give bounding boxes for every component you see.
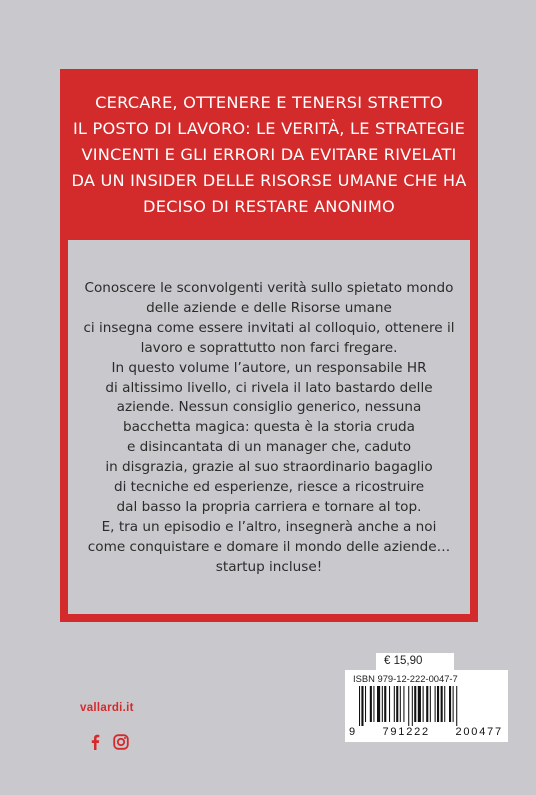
headline-line: IL POSTO DI LAVORO: LE VERITÀ, LE STRATEGIE: [72, 118, 466, 138]
description-line: lavoro e soprattutto non farci fregare.: [140, 339, 398, 356]
barcode-digit-group: 200477: [455, 726, 503, 738]
description-line: aziende. Nessun consiglio generico, nessuna: [116, 399, 422, 416]
barcode-digit-group: 791222: [382, 726, 430, 738]
description-line: di tecniche ed esperienze, riesce a ricostruire: [113, 479, 425, 496]
publisher-website[interactable]: vallardi.it: [80, 702, 134, 714]
description-line: delle aziende e delle Risorse umane: [146, 299, 392, 316]
description-line: ci insegna come essere invitati al colloquio, ottenere il: [83, 319, 455, 336]
price-value: € 15,90: [384, 655, 423, 667]
book-description: [68, 279, 470, 578]
description-line: In questo volume l’autore, un responsabile HR: [111, 359, 427, 376]
description-line: di altissimo livello, ci rivela il lato bastardo delle: [105, 379, 433, 396]
description-line: dal basso la propria carriera e tornare al top.: [116, 498, 422, 515]
barcode-digits: [349, 726, 503, 738]
headline-line: CERCARE, OTTENERE E TENERSI STRETTO: [95, 92, 443, 112]
description-line: E, tra un episodio e l’altro, insegnerà anche a noi: [101, 518, 437, 535]
headline-line: VINCENTI E GLI ERRORI DA EVITARE RIVELATI: [81, 144, 457, 164]
description-line: bacchetta magica: questa è la storia cruda: [122, 419, 416, 436]
barcode-icon: [357, 686, 497, 726]
barcode-digit-group: 9: [349, 726, 357, 738]
description-line: Conoscere le sconvolgenti verità sullo spietato mondo: [84, 280, 454, 296]
price-label: [376, 653, 454, 670]
headline-line: DA UN INSIDER DELLE RISORSE UMANE CHE HA: [71, 170, 467, 190]
facebook-icon[interactable]: [90, 734, 100, 750]
headline-line: DECISO DI RESTARE ANONIMO: [143, 196, 395, 216]
description-line: come conquistare e domare il mondo delle aziende…: [87, 538, 451, 555]
description-line: startup incluse!: [215, 558, 323, 575]
isbn-label: ISBN 979-12-222-0047-7: [353, 673, 458, 684]
barcode-box: [345, 670, 508, 742]
social-links: [90, 734, 129, 750]
description-line: e disincantata di un manager che, caduto: [126, 439, 412, 456]
description-line: in disgrazia, grazie al suo straordinario bagaglio: [105, 459, 433, 476]
instagram-icon[interactable]: [113, 734, 129, 750]
headline-banner: [60, 69, 478, 240]
headline: [71, 90, 466, 220]
